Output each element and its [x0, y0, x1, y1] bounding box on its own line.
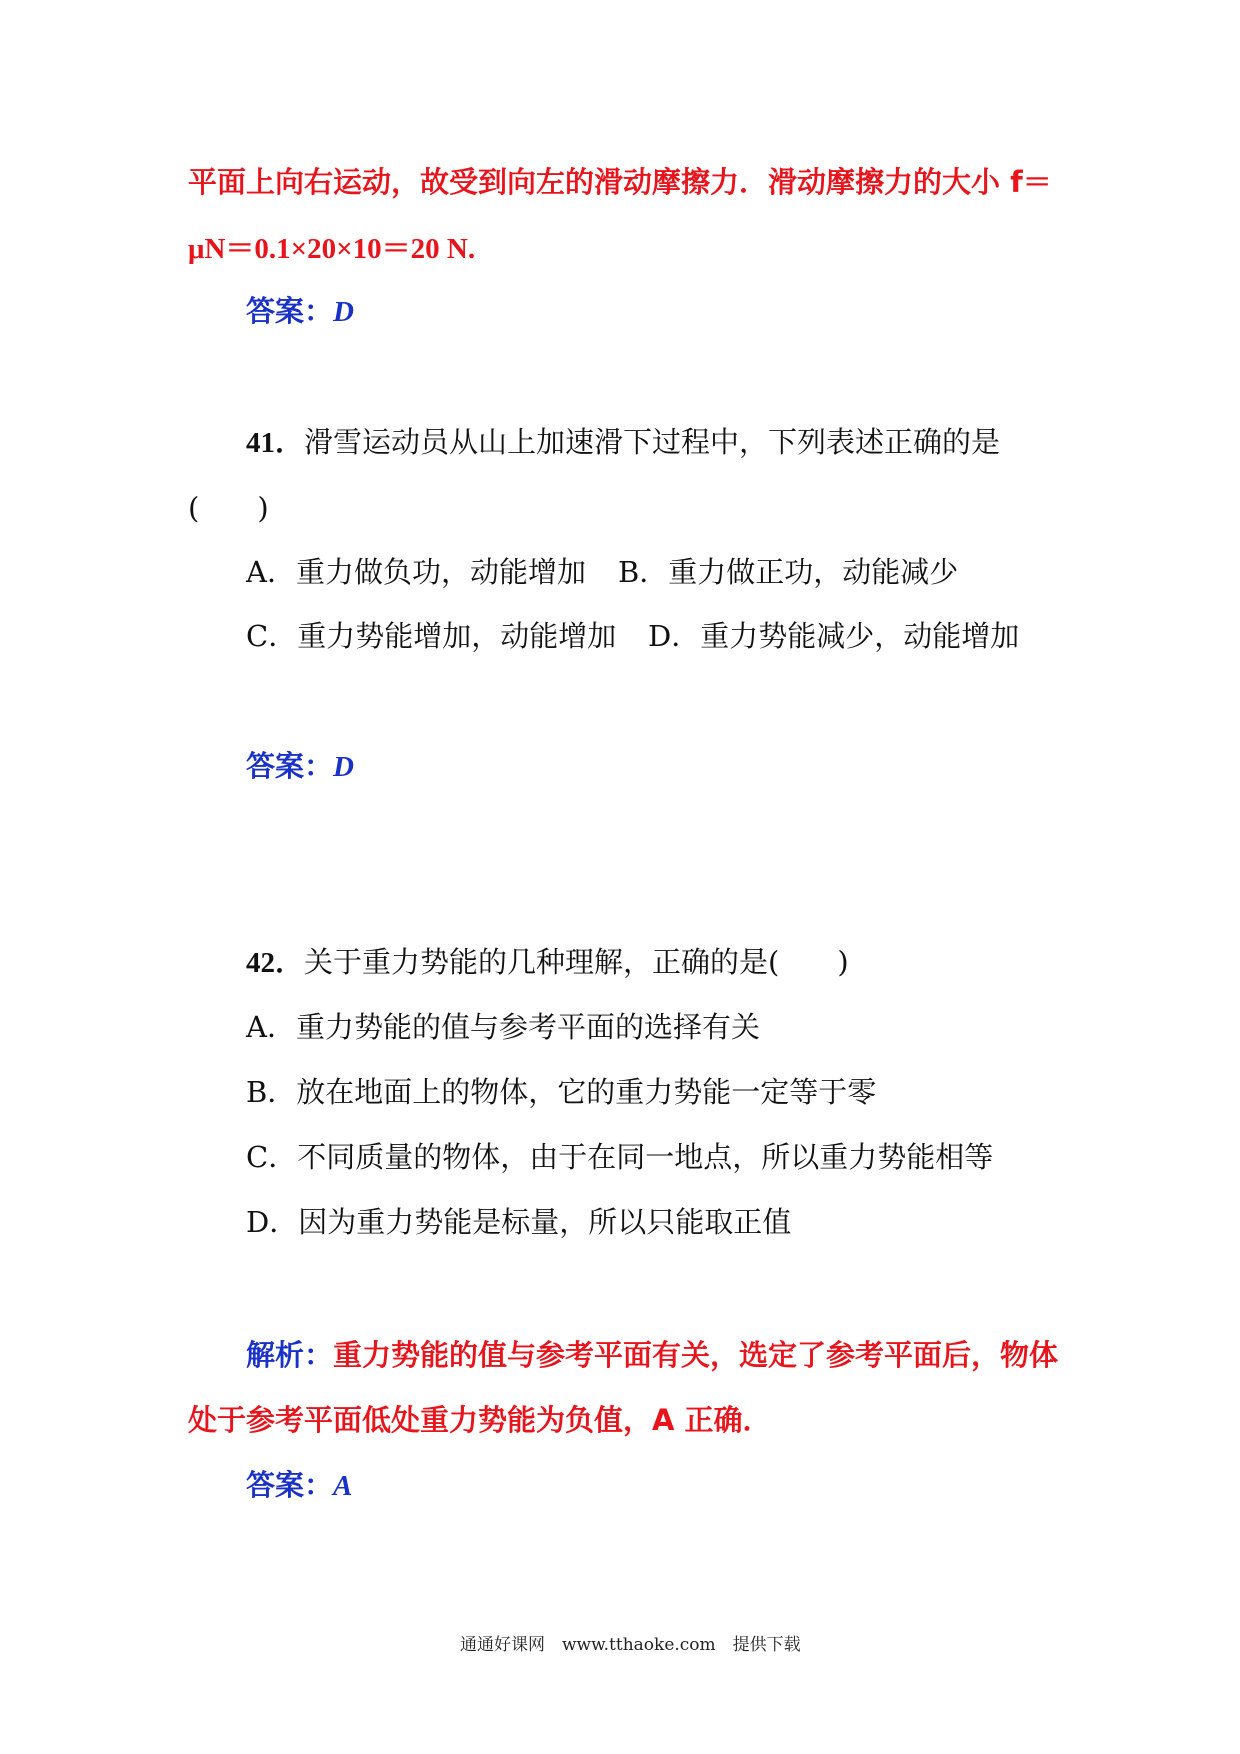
q42-option-b: B．放在地面上的物体，它的重力势能一定等于零	[246, 1075, 877, 1109]
q42-analysis-label: 解析：	[246, 1338, 334, 1372]
q42-option-a: A．重力势能的值与参考平面的选择有关	[246, 1010, 760, 1044]
q41-option-a: A．重力做负功，动能增加	[246, 555, 586, 589]
prev-explanation-line-2	[188, 234, 475, 264]
prev-explanation-formula: μN＝0.1×20×10＝20 N.	[188, 233, 476, 265]
prev-explanation-line-1: 平面上向右运动，故受到向左的滑动摩擦力．滑动摩擦力的大小 f＝	[188, 165, 1052, 199]
q42-answer	[246, 1468, 353, 1502]
q41-number: 41．	[246, 427, 305, 459]
q42-answer-label: 答案：	[246, 1468, 334, 1502]
q41-stem	[246, 425, 1001, 459]
q41-option-b: B．重力做正功，动能减少	[618, 555, 959, 589]
q41-paren: ( )	[188, 491, 269, 525]
q42-option-c: C．不同质量的物体，由于在同一地点，所以重力势能相等	[246, 1140, 994, 1174]
q42-analysis-text-1: 重力势能的值与参考平面有关，选定了参考平面后，物体	[333, 1338, 1059, 1372]
prev-answer-value: D	[333, 296, 354, 328]
q42-analysis-line-2: 处于参考平面低处重力势能为负值，A 正确．	[188, 1403, 772, 1437]
q41-answer-value: D	[333, 751, 354, 783]
q41-answer	[246, 749, 354, 783]
page-footer: 通通好课网 www.tthaoke.com 提供下载	[460, 1635, 801, 1655]
prev-answer	[246, 294, 354, 328]
q42-answer-value: A	[333, 1470, 353, 1502]
q41-answer-label: 答案：	[246, 749, 334, 783]
q42-option-d: D．因为重力势能是标量，所以只能取正值	[246, 1205, 792, 1239]
q41-option-d: D．重力势能减少，动能增加	[648, 619, 1020, 653]
q42-stem-text: 关于重力势能的几种理解，正确的是( )	[304, 945, 849, 979]
q42-analysis-line-1	[246, 1338, 1059, 1372]
q42-stem	[246, 945, 849, 979]
q41-option-c: C．重力势能增加，动能增加	[246, 619, 617, 653]
prev-answer-label: 答案：	[246, 294, 334, 328]
q41-stem-text: 滑雪运动员从山上加速滑下过程中，下列表述正确的是	[304, 425, 1001, 459]
q42-number: 42．	[246, 947, 305, 979]
